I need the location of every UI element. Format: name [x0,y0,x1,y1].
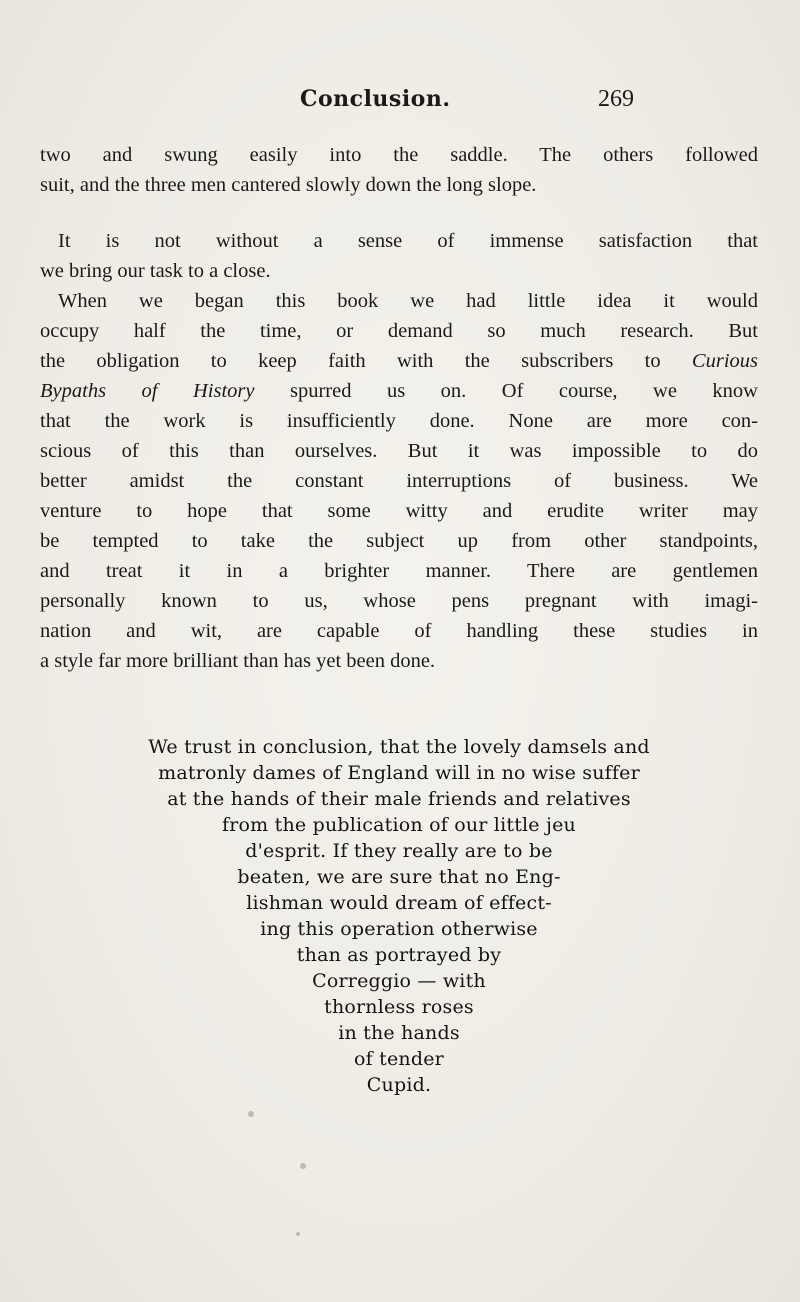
blackletter-line: thornless roses [324,996,474,1018]
paragraph-2 [40,226,758,286]
blackletter-line: beaten, we are sure that no Eng- [237,866,561,888]
paragraph-3 [40,286,758,676]
text-line: two and swung easily into the saddle. The others followed [40,144,758,166]
closing-blackletter-passage [40,734,758,1098]
text-line: nation and wit, are capable of handling these studies in [40,620,758,642]
text-line: better amidst the constant interruptions of business. We [40,470,758,492]
text-line: we bring our task to a close. [40,260,271,282]
paper-speck [300,1163,306,1169]
running-title: Conclusion. [300,86,451,112]
blackletter-line: ing this operation otherwise [260,918,538,940]
paper-speck [296,1232,300,1236]
blackletter-line: d'esprit. If they really are to be [245,840,553,862]
text-line: It is not without a sense of immense satisfaction that [58,230,758,252]
text-line: a style far more brilliant than has yet been done. [40,650,436,672]
text-line: suit, and the three men cantered slowly down the long slope. [40,174,537,196]
blackletter-line: Correggio — with [312,970,486,992]
blackletter-line: than as portrayed by [296,944,502,966]
blackletter-line: lishman would dream of effect- [246,892,552,914]
blackletter-line: We trust in conclusion, that the lovely damsels and [148,736,650,758]
text-line: venture to hope that some witty and erudite writer may [40,500,758,522]
text-line: occupy half the time, or demand so much research. But [40,320,758,342]
blackletter-line: Cupid. [366,1074,432,1096]
blackletter-line: at the hands of their male friends and relatives [167,788,631,810]
paper-speck [248,1111,254,1117]
text-line: that the work is insufficiently done. None are more con- [40,410,758,432]
text-line: Bypaths of History spurred us on. Of course, we know [40,380,758,402]
text-line: be tempted to take the subject up from other standpoints, [40,530,758,552]
running-head [0,86,800,120]
page-number: 269 [598,86,634,112]
blackletter-line: matronly dames of England will in no wise suffer [158,762,640,784]
blackletter-line: from the publication of our little jeu [222,814,576,836]
blackletter-line: in the hands [338,1022,460,1044]
text-line: personally known to us, whose pens pregnant with imagi- [40,590,758,612]
text-line: When we began this book we had little idea it would [58,290,758,312]
blackletter-line: of tender [354,1048,444,1070]
text-line: the obligation to keep faith with the subscribers to Curious [40,350,758,372]
text-line: and treat it in a brighter manner. There are gentlemen [40,560,758,582]
text-line: scious of this than ourselves. But it was impossible to do [40,440,758,462]
body-text [40,140,758,676]
paragraph-1 [40,140,758,200]
